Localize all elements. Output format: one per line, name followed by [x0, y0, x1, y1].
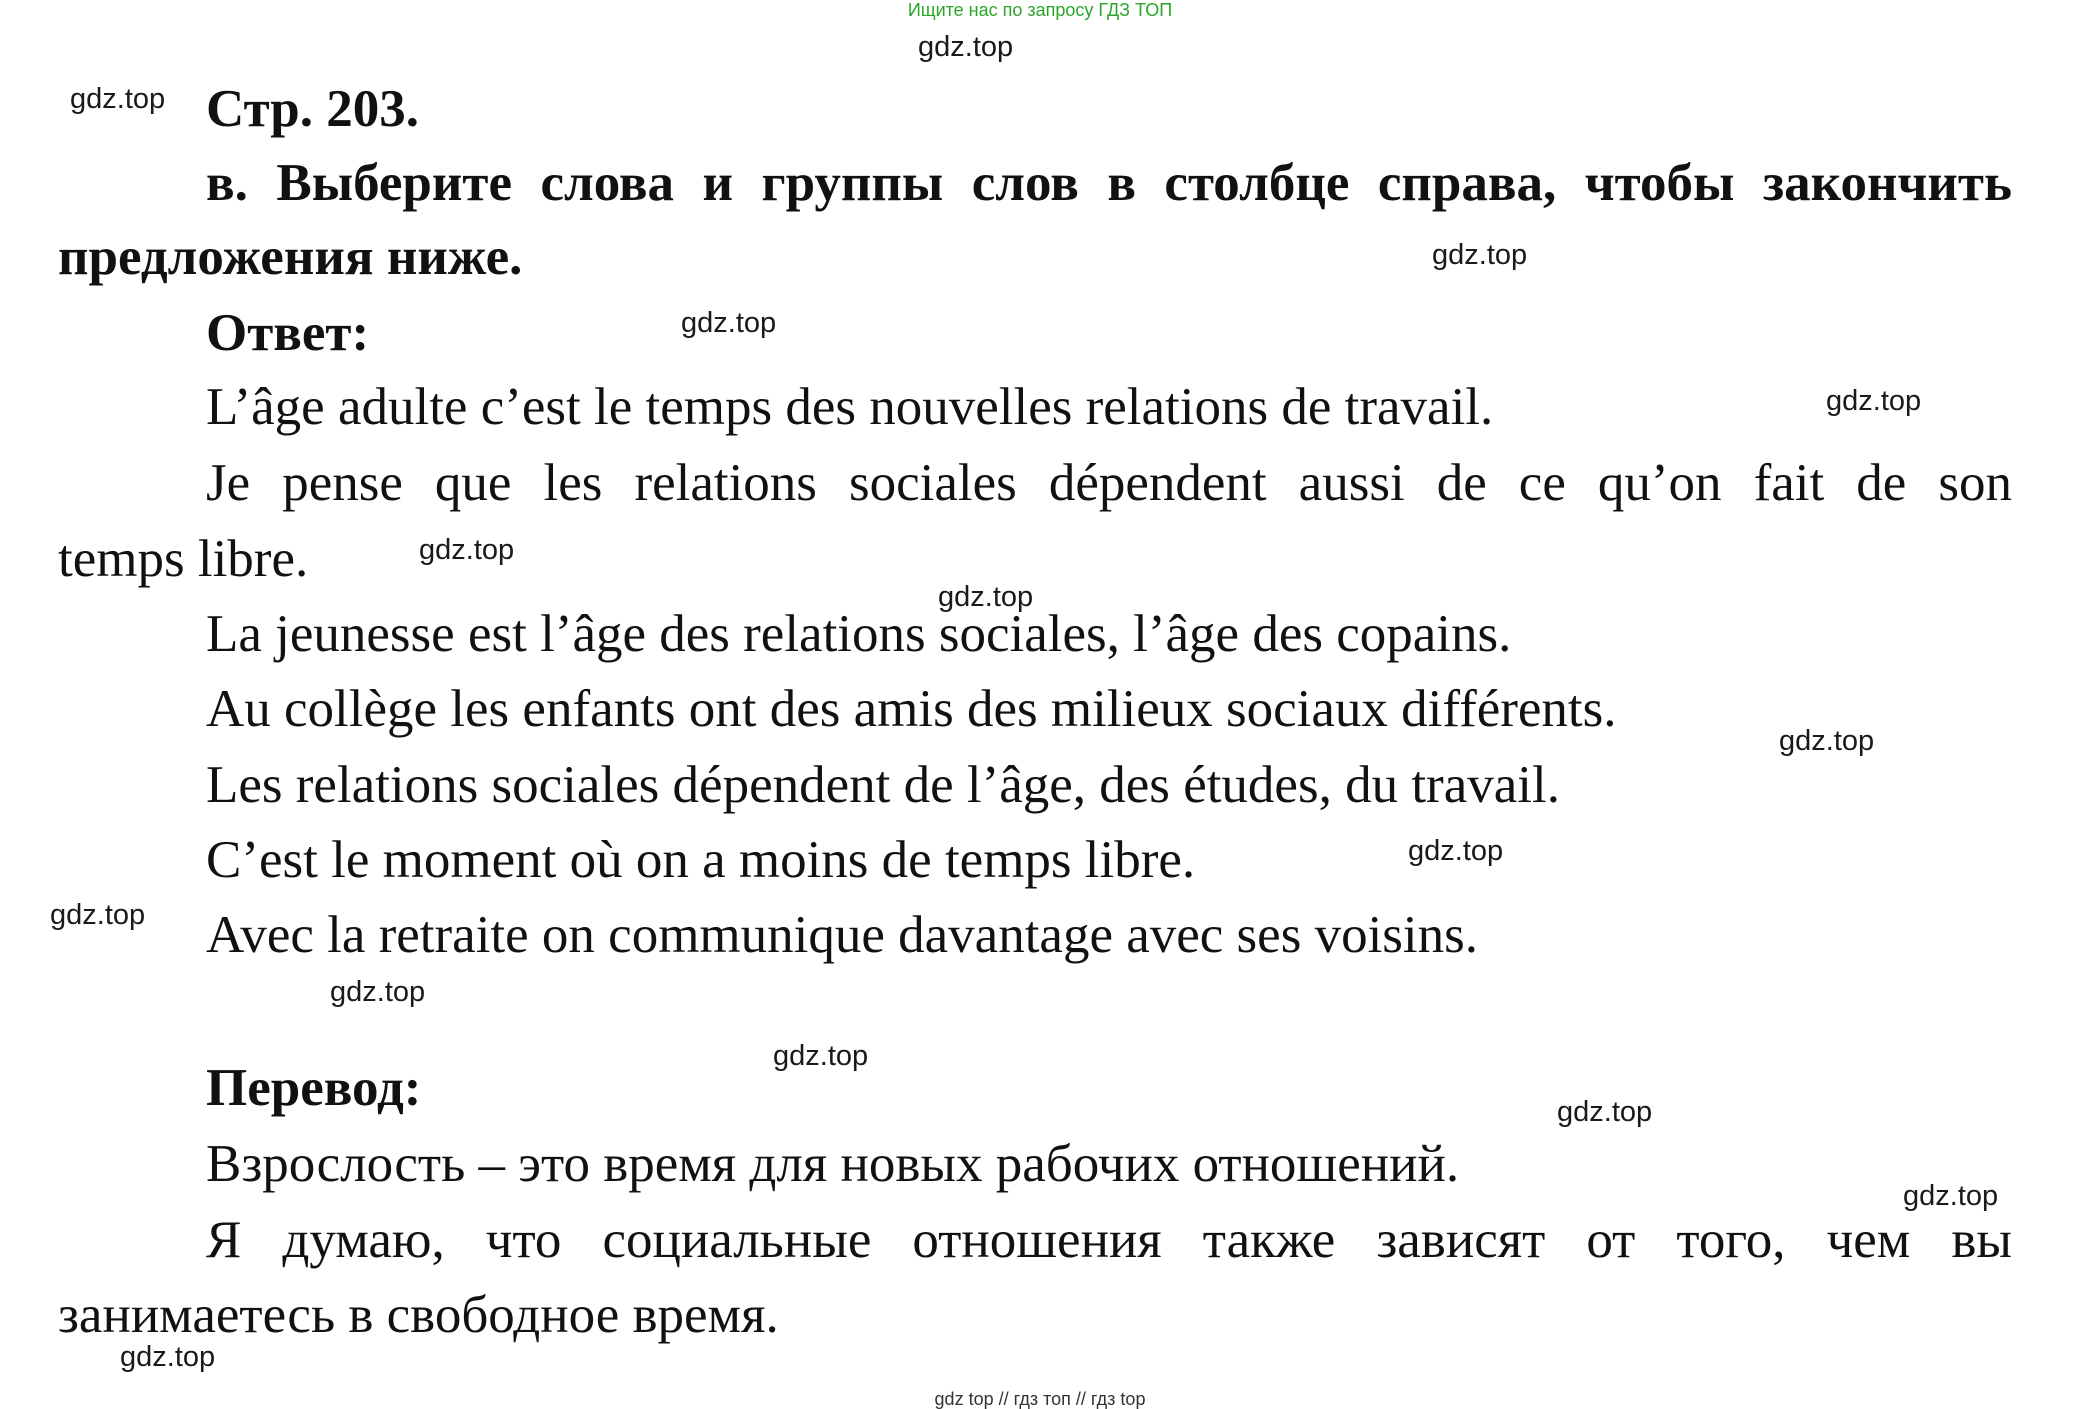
translation-line: Взрослость – это время для новых рабочих отношений. — [206, 1135, 1460, 1193]
answer-heading: Ответ: — [206, 304, 370, 362]
watermark: gdz.top — [419, 534, 515, 566]
watermark: gdz.top — [1903, 1180, 1999, 1212]
watermark: gdz.top — [1826, 385, 1922, 417]
watermark: gdz.top — [773, 1040, 869, 1072]
answer-line: Avec la retraite on communique davantage avec ses voisins. — [206, 906, 1479, 964]
answer-line: Au collège les enfants ont des amis des milieux sociaux différents. — [206, 680, 1617, 738]
translation-line: Я думаю, что социальные отношения также зависят от того, чем вы — [206, 1211, 2012, 1269]
answer-line: temps libre. — [58, 530, 309, 588]
answer-line: C’est le moment où on a moins de temps libre. — [206, 831, 1196, 889]
translation-heading: Перевод: — [206, 1059, 422, 1117]
answer-line: La jeunesse est l’âge des relations sociales, l’âge des copains. — [206, 605, 1512, 663]
bottom-banner: gdz top // гдз топ // гдз top — [934, 1389, 1146, 1409]
answer-line: Je pense que les relations sociales dépendent aussi de ce qu’on fait de son — [206, 454, 2012, 512]
watermark: gdz.top — [1408, 835, 1504, 867]
watermark: gdz.top — [1557, 1096, 1653, 1128]
answer-line: L’âge adulte c’est le temps des nouvelles relations de travail. — [206, 378, 1494, 436]
page-heading: Стр. 203. — [206, 80, 419, 138]
watermark: gdz.top — [1432, 239, 1528, 271]
task-line-2: предложения ниже. — [58, 228, 523, 286]
watermark: gdz.top — [120, 1341, 216, 1373]
watermark: gdz.top — [1779, 725, 1875, 757]
answer-line: Les relations sociales dépendent de l’âge, des études, du travail. — [206, 756, 1560, 814]
watermark: gdz.top — [681, 307, 777, 339]
watermark: gdz.top — [938, 581, 1034, 613]
watermark: gdz.top — [918, 31, 1014, 63]
watermark: gdz.top — [330, 976, 426, 1008]
top-banner: Ищите нас по запросу ГДЗ ТОП — [907, 0, 1173, 20]
watermark: gdz.top — [50, 899, 146, 931]
translation-line: занимаетесь в свободное время. — [58, 1286, 779, 1344]
task-line-1: в. Выберите слова и группы слов в столбце справа, чтобы закончить — [206, 154, 2012, 212]
watermark: gdz.top — [70, 83, 166, 115]
